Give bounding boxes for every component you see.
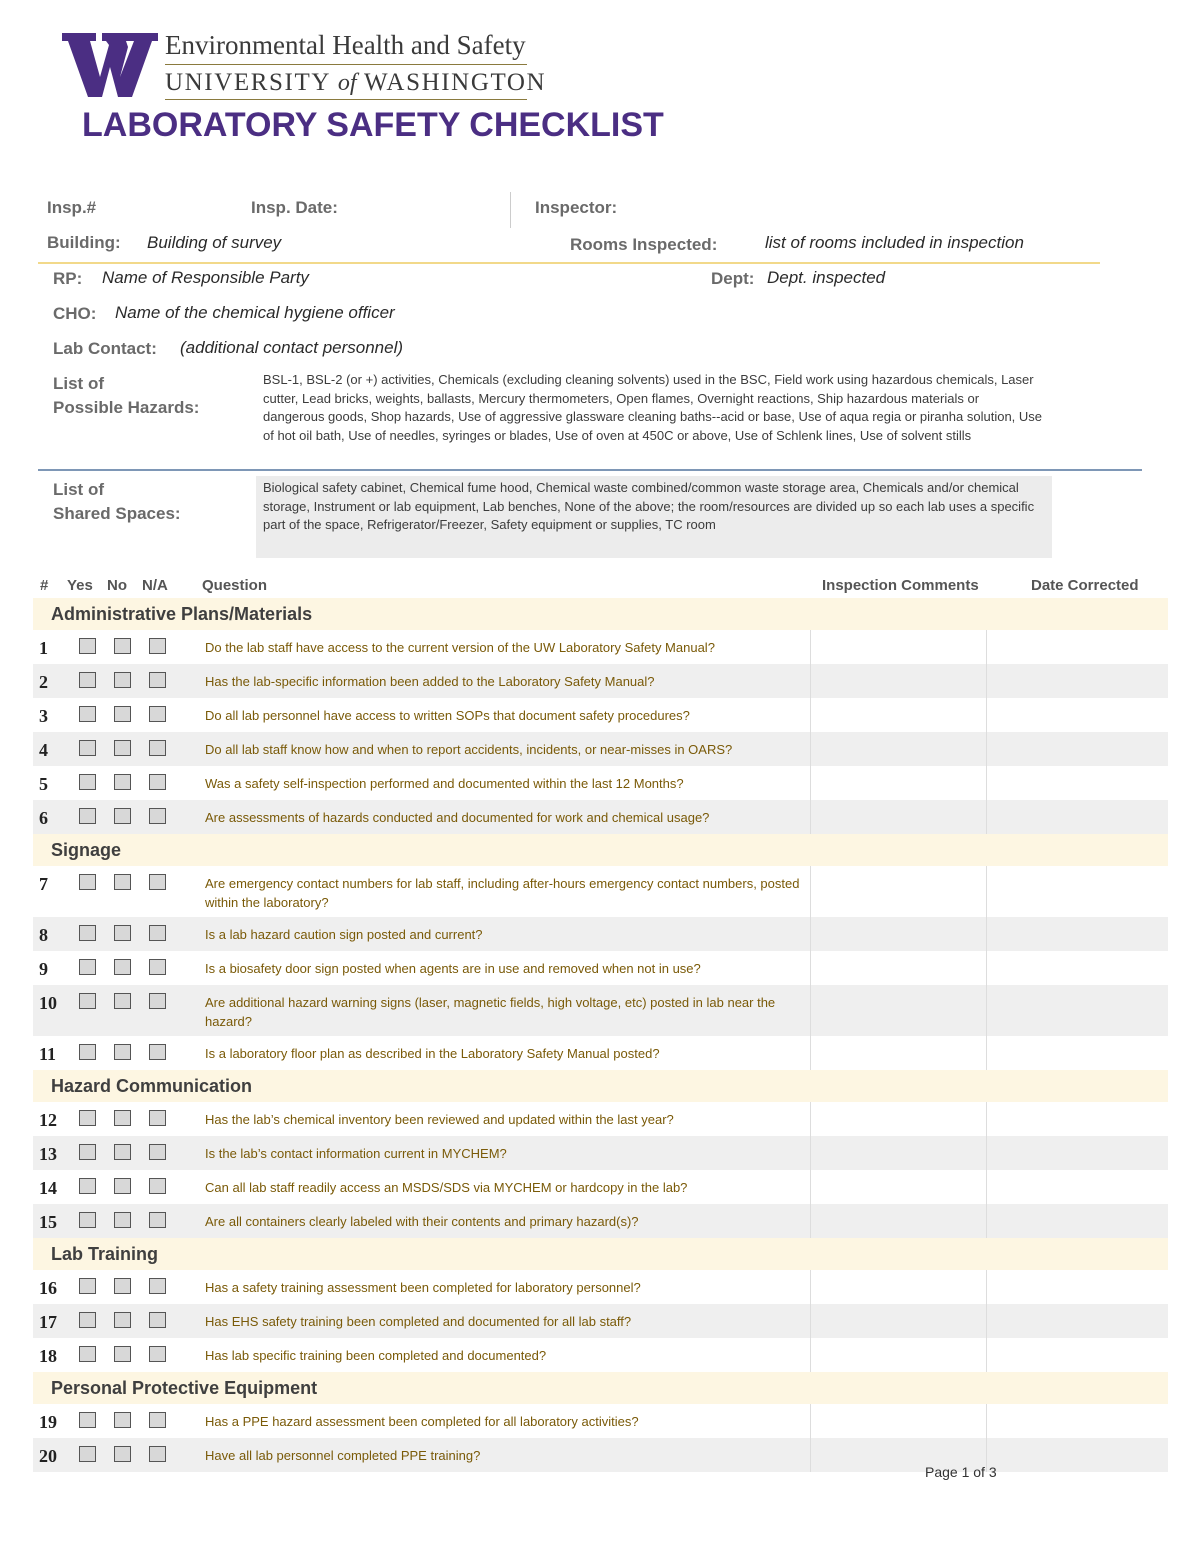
- no-checkbox[interactable]: [114, 1110, 131, 1126]
- no-checkbox[interactable]: [114, 1278, 131, 1294]
- org-name: Environmental Health and Safety: [165, 30, 526, 60]
- date-corrected-cell[interactable]: [986, 1170, 987, 1204]
- comments-cell[interactable]: [810, 1102, 811, 1136]
- no-checkbox[interactable]: [114, 925, 131, 941]
- yes-checkbox[interactable]: [79, 925, 96, 941]
- na-checkbox[interactable]: [149, 1278, 166, 1294]
- yes-checkbox[interactable]: [79, 1144, 96, 1160]
- comments-cell[interactable]: [810, 766, 811, 800]
- comments-cell[interactable]: [810, 698, 811, 732]
- comments-cell[interactable]: [810, 1204, 811, 1238]
- rooms-label: Rooms Inspected:: [570, 235, 718, 254]
- university-name: UNIVERSITY of WASHINGTON: [165, 69, 547, 96]
- question-text: Can all lab staff readily access an MSDS/SDS via MYCHEM or hardcopy in the lab?: [205, 1180, 688, 1195]
- col-header-na: N/A: [142, 577, 168, 594]
- question-text: Are emergency contact numbers for lab staff, including after-hours emergency contact numbers, posted within the laboratory?: [205, 876, 800, 910]
- na-checkbox[interactable]: [149, 638, 166, 654]
- question-number: 18: [39, 1346, 57, 1366]
- na-checkbox[interactable]: [149, 740, 166, 756]
- col-header-date-corrected: Date Corrected: [1031, 577, 1139, 594]
- yes-checkbox[interactable]: [79, 1346, 96, 1362]
- checklist-row: [33, 766, 1168, 800]
- section-title: Hazard Communication: [51, 1076, 253, 1096]
- comments-cell[interactable]: [810, 866, 811, 917]
- checklist-row: [33, 1170, 1168, 1204]
- comments-cell[interactable]: [810, 1338, 811, 1372]
- yes-checkbox[interactable]: [79, 874, 96, 890]
- no-checkbox[interactable]: [114, 808, 131, 824]
- no-checkbox[interactable]: [114, 874, 131, 890]
- question-number: 14: [39, 1178, 57, 1198]
- yes-checkbox[interactable]: [79, 959, 96, 975]
- question-text: Has lab specific training been completed and documented?: [205, 1348, 547, 1363]
- question-number: 20: [39, 1446, 57, 1466]
- question-number: 9: [39, 959, 48, 979]
- question-number: 15: [39, 1212, 57, 1232]
- no-checkbox[interactable]: [114, 672, 131, 688]
- rp-label: RP:: [53, 269, 83, 288]
- yes-checkbox[interactable]: [79, 1412, 96, 1428]
- comments-cell[interactable]: [810, 664, 811, 698]
- no-checkbox[interactable]: [114, 1212, 131, 1228]
- comments-cell[interactable]: [810, 985, 811, 1036]
- no-checkbox[interactable]: [114, 706, 131, 722]
- comments-cell[interactable]: [810, 800, 811, 834]
- question-text: Are all containers clearly labeled with their contents and primary hazard(s)?: [205, 1214, 639, 1229]
- comments-cell[interactable]: [810, 1136, 811, 1170]
- date-corrected-cell[interactable]: [986, 1404, 987, 1438]
- yes-checkbox[interactable]: [79, 774, 96, 790]
- date-corrected-cell[interactable]: [986, 1304, 987, 1338]
- na-checkbox[interactable]: [149, 993, 166, 1009]
- date-corrected-cell[interactable]: [986, 1136, 987, 1170]
- col-header-question: Question: [202, 577, 268, 594]
- na-checkbox[interactable]: [149, 774, 166, 790]
- comments-cell[interactable]: [810, 917, 811, 951]
- col-header-number: #: [40, 577, 49, 594]
- dept-value[interactable]: Dept. inspected: [767, 268, 886, 287]
- question-number: 16: [39, 1278, 57, 1298]
- building-value[interactable]: Building of survey: [147, 233, 282, 252]
- col-header-no: No: [107, 577, 127, 594]
- cho-label: CHO:: [53, 304, 97, 323]
- question-number: 17: [39, 1312, 57, 1332]
- date-corrected-cell[interactable]: [986, 951, 987, 985]
- info-divider: [510, 192, 511, 228]
- na-checkbox[interactable]: [149, 959, 166, 975]
- col-header-yes: Yes: [67, 577, 93, 594]
- question-text: Are additional hazard warning signs (laser, magnetic fields, high voltage, etc) posted in lab near the hazard?: [205, 995, 776, 1029]
- checklist-row: [33, 1036, 1168, 1070]
- hazards-label-line2: Possible Hazards:: [53, 398, 200, 417]
- shared-label-line1: List of: [53, 480, 104, 499]
- no-checkbox[interactable]: [114, 1446, 131, 1462]
- checklist-row: [33, 630, 1168, 664]
- no-checkbox[interactable]: [114, 774, 131, 790]
- no-checkbox[interactable]: [114, 638, 131, 654]
- yes-checkbox[interactable]: [79, 993, 96, 1009]
- question-number: 8: [39, 925, 48, 945]
- date-corrected-cell[interactable]: [986, 800, 987, 834]
- checklist-row: [33, 1404, 1168, 1438]
- date-corrected-cell[interactable]: [986, 866, 987, 917]
- na-checkbox[interactable]: [149, 706, 166, 722]
- logo-rule-top: [165, 64, 527, 65]
- comments-cell[interactable]: [810, 1438, 811, 1472]
- insp-date-label: Insp. Date:: [251, 198, 338, 217]
- na-checkbox[interactable]: [149, 1312, 166, 1328]
- na-checkbox[interactable]: [149, 1144, 166, 1160]
- checklist-row: [33, 664, 1168, 698]
- question-number: 1: [39, 638, 48, 658]
- question-number: 10: [39, 993, 57, 1013]
- cho-value[interactable]: Name of the chemical hygiene officer: [115, 303, 395, 322]
- checklist-row: [33, 732, 1168, 766]
- yes-checkbox[interactable]: [79, 1446, 96, 1462]
- na-checkbox[interactable]: [149, 1044, 166, 1060]
- checklist-row: [33, 1136, 1168, 1170]
- question-text: Is a biosafety door sign posted when agents are in use and removed when not in use?: [205, 961, 701, 976]
- building-label: Building:: [47, 233, 121, 252]
- yes-checkbox[interactable]: [79, 706, 96, 722]
- section-title: Lab Training: [51, 1244, 159, 1264]
- comments-cell[interactable]: [810, 1270, 811, 1304]
- question-number: 12: [39, 1110, 57, 1130]
- question-number: 2: [39, 672, 48, 692]
- question-number: 7: [39, 874, 48, 894]
- comments-cell[interactable]: [810, 1170, 811, 1204]
- checklist-row: [33, 1204, 1168, 1238]
- question-text: Do all lab staff know how and when to report accidents, incidents, or near-misses in OARS?: [205, 742, 733, 757]
- date-corrected-cell[interactable]: [986, 985, 987, 1036]
- question-number: 5: [39, 774, 48, 794]
- no-checkbox[interactable]: [114, 1144, 131, 1160]
- no-checkbox[interactable]: [114, 1412, 131, 1428]
- section-header: [33, 1372, 1168, 1404]
- date-corrected-cell[interactable]: [986, 1270, 987, 1304]
- rp-value[interactable]: Name of Responsible Party: [102, 268, 309, 287]
- dept-label: Dept:: [711, 269, 755, 288]
- checklist-row: [33, 951, 1168, 985]
- na-checkbox[interactable]: [149, 1178, 166, 1194]
- question-text: Have all lab personnel completed PPE training?: [205, 1448, 481, 1463]
- question-text: Has a safety training assessment been completed for laboratory personnel?: [205, 1280, 641, 1295]
- gold-divider: [38, 262, 1100, 264]
- shared-label-line2: Shared Spaces:: [53, 504, 181, 523]
- question-text: Has a PPE hazard assessment been completed for all laboratory activities?: [205, 1414, 639, 1429]
- yes-checkbox[interactable]: [79, 1110, 96, 1126]
- comments-cell[interactable]: [810, 1036, 811, 1070]
- hazards-label-line1: List of: [53, 374, 104, 393]
- checklist-row: [33, 1338, 1168, 1372]
- no-checkbox[interactable]: [114, 740, 131, 756]
- yes-checkbox[interactable]: [79, 1178, 96, 1194]
- no-checkbox[interactable]: [114, 1178, 131, 1194]
- na-checkbox[interactable]: [149, 1212, 166, 1228]
- na-checkbox[interactable]: [149, 672, 166, 688]
- question-number: 11: [39, 1044, 57, 1064]
- date-corrected-cell[interactable]: [986, 698, 987, 732]
- date-corrected-cell[interactable]: [986, 1338, 987, 1372]
- yes-checkbox[interactable]: [79, 740, 96, 756]
- yes-checkbox[interactable]: [79, 1044, 96, 1060]
- comments-cell[interactable]: [810, 732, 811, 766]
- insp-number-label: Insp.#: [47, 198, 97, 217]
- question-number: 13: [39, 1144, 57, 1164]
- hazards-list[interactable]: BSL-1, BSL-2 (or +) activities, Chemicals (excluding cleaning solvents) used in the BSC, Field work using hazardous chemicals, Laser cutter, Lead bricks, weights, ballasts, Mercury thermometers, Open flames, Overnight reactions, Ship hazardous materials or dangerous goods, Shop hazards, Use of aggressive glassware cleaning baths--acid or base, Use of aqua regia or piranha solution, Use of hot oil bath, Use of needles, syringes or blades, Use of oven at 450C or above, Use of Schlenk lines, Use of solvent stills: [263, 372, 1043, 443]
- uw-w-logo: [62, 33, 158, 97]
- lab-contact-label: Lab Contact:: [53, 339, 157, 358]
- inspector-label: Inspector:: [535, 198, 618, 217]
- question-text: Was a safety self-inspection performed and documented within the last 12 Months?: [205, 776, 684, 791]
- checklist-row: [33, 1102, 1168, 1136]
- comments-cell[interactable]: [810, 951, 811, 985]
- date-corrected-cell[interactable]: [986, 1204, 987, 1238]
- checklist-row: [33, 698, 1168, 732]
- date-corrected-cell[interactable]: [986, 766, 987, 800]
- question-number: 19: [39, 1412, 57, 1432]
- na-checkbox[interactable]: [149, 1446, 166, 1462]
- question-number: 4: [39, 740, 48, 760]
- checklist-row: [33, 1438, 1168, 1472]
- checklist-row: [33, 800, 1168, 834]
- comments-cell[interactable]: [810, 1404, 811, 1438]
- question-text: Has EHS safety training been completed and documented for all lab staff?: [205, 1314, 632, 1329]
- na-checkbox[interactable]: [149, 874, 166, 890]
- checklist-row: [33, 1270, 1168, 1304]
- na-checkbox[interactable]: [149, 925, 166, 941]
- checklist-row: [33, 1304, 1168, 1338]
- date-corrected-cell[interactable]: [986, 1102, 987, 1136]
- date-corrected-cell[interactable]: [986, 664, 987, 698]
- section-header: [33, 1238, 1168, 1270]
- date-corrected-cell[interactable]: [986, 732, 987, 766]
- yes-checkbox[interactable]: [79, 672, 96, 688]
- lab-contact-value[interactable]: (additional contact personnel): [180, 338, 404, 357]
- no-checkbox[interactable]: [114, 1346, 131, 1362]
- question-text: Is a laboratory floor plan as described in the Laboratory Safety Manual posted?: [205, 1046, 660, 1061]
- section-header: [33, 1070, 1168, 1102]
- date-corrected-cell[interactable]: [986, 917, 987, 951]
- no-checkbox[interactable]: [114, 959, 131, 975]
- section-title: Personal Protective Equipment: [51, 1378, 318, 1398]
- no-checkbox[interactable]: [114, 1044, 131, 1060]
- blue-divider: [38, 469, 1142, 471]
- yes-checkbox[interactable]: [79, 638, 96, 654]
- question-text: Is a lab hazard caution sign posted and current?: [205, 927, 483, 942]
- na-checkbox[interactable]: [149, 808, 166, 824]
- section-header: [33, 834, 1168, 866]
- question-text: Do all lab personnel have access to written SOPs that document safety procedures?: [205, 708, 690, 723]
- checklist-row: [33, 985, 1168, 1036]
- checklist-row: [33, 866, 1168, 917]
- checklist-row: [33, 917, 1168, 951]
- question-text: Has the lab’s chemical inventory been reviewed and updated within the last year?: [205, 1112, 674, 1127]
- question-number: 3: [39, 706, 48, 726]
- section-title: Administrative Plans/Materials: [51, 604, 313, 624]
- question-text: Are assessments of hazards conducted and documented for work and chemical usage?: [205, 810, 710, 825]
- comments-cell[interactable]: [810, 1304, 811, 1338]
- logo-rule-bottom: [165, 99, 527, 100]
- yes-checkbox[interactable]: [79, 1312, 96, 1328]
- checklist-table: [33, 598, 1168, 1472]
- rooms-value[interactable]: list of rooms included in inspection: [765, 233, 1024, 252]
- col-header-comments: Inspection Comments: [822, 577, 979, 594]
- page-title: LABORATORY SAFETY CHECKLIST: [82, 106, 664, 144]
- question-text: Do the lab staff have access to the current version of the UW Laboratory Safety Manual?: [205, 640, 715, 655]
- no-checkbox[interactable]: [114, 1312, 131, 1328]
- na-checkbox[interactable]: [149, 1110, 166, 1126]
- yes-checkbox[interactable]: [79, 1212, 96, 1228]
- shared-spaces-list[interactable]: Biological safety cabinet, Chemical fume hood, Chemical waste combined/common waste storage area, Chemicals and/or chemical storage, Instrument or lab equipment, Lab benches, None of the above; the room/resources are divided up so each lab uses a specific part of the space, Refrigerator/Freezer, Safety equipment or supplies, TC room: [263, 480, 1035, 532]
- date-corrected-cell[interactable]: [986, 630, 987, 664]
- comments-cell[interactable]: [810, 630, 811, 664]
- na-checkbox[interactable]: [149, 1346, 166, 1362]
- section-header: [33, 598, 1168, 630]
- question-text: Is the lab’s contact information current in MYCHEM?: [205, 1146, 507, 1161]
- page-number: Page 1 of 3: [925, 1464, 997, 1480]
- question-number: 6: [39, 808, 48, 828]
- yes-checkbox[interactable]: [79, 1278, 96, 1294]
- date-corrected-cell[interactable]: [986, 1036, 987, 1070]
- yes-checkbox[interactable]: [79, 808, 96, 824]
- section-title: Signage: [51, 840, 122, 860]
- no-checkbox[interactable]: [114, 993, 131, 1009]
- question-text: Has the lab-specific information been added to the Laboratory Safety Manual?: [205, 674, 655, 689]
- na-checkbox[interactable]: [149, 1412, 166, 1428]
